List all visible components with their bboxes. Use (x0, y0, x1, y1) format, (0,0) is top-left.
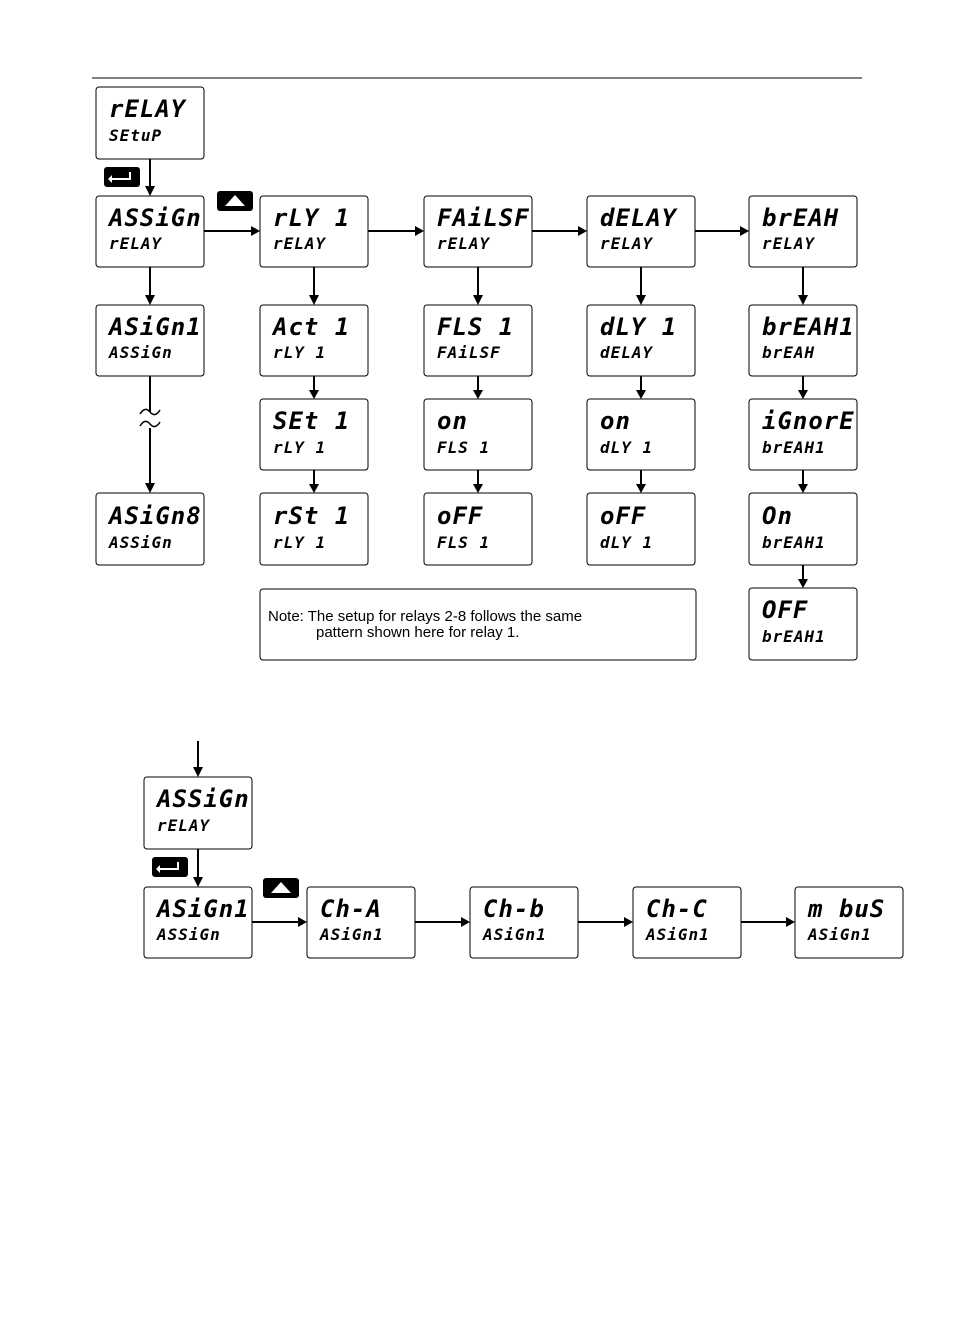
modbus-line1: m buS (808, 895, 886, 923)
relay-setup-line2: SEtuP (109, 126, 163, 145)
delay-off-box (587, 493, 695, 565)
set1-box (260, 399, 368, 470)
failsafe-on-line1: on (437, 407, 468, 435)
ignore-line1: iGnorE (762, 407, 855, 435)
line-break-icon (140, 409, 160, 426)
break-on-box (749, 493, 857, 565)
break1-line2: brEAH (762, 343, 816, 362)
break-on-line2: brEAH1 (762, 533, 826, 552)
up-key-icon (217, 191, 253, 211)
rly1-box (260, 196, 368, 267)
break-off-box (749, 588, 857, 660)
act1-line1: Act 1 (273, 313, 351, 341)
break-off-line2: brEAH1 (762, 627, 826, 646)
failsafe-line2: rELAY (437, 234, 491, 253)
delay-box (587, 196, 695, 267)
note-line1: Note: The setup for relays 2-8 follows the same (268, 608, 583, 625)
channel-a-line2: ASiGn1 (320, 925, 384, 944)
break-off-line1: OFF (762, 596, 809, 624)
set1-line2: rLY 1 (273, 438, 327, 457)
note-box (260, 589, 696, 660)
assign1-line1: ASiGn1 (109, 313, 202, 341)
channel-a-box (307, 887, 415, 958)
break-box (749, 196, 857, 267)
rst1-box (260, 493, 368, 565)
assign1-box-b (144, 887, 252, 958)
assign1-box (96, 305, 204, 376)
up-key-icon-b (263, 878, 299, 898)
assign-relay-b-line2: rELAY (157, 816, 211, 835)
assign-relay-b-line1: ASSiGn (157, 785, 250, 813)
assign1-b-line2: ASSiGn (157, 925, 221, 944)
dly1-line2: dELAY (600, 343, 654, 362)
relay-setup-box (96, 87, 204, 159)
act1-line2: rLY 1 (273, 343, 327, 362)
ignore-line2: brEAH1 (762, 438, 826, 457)
break-line2: rELAY (762, 234, 816, 253)
rly1-line2: rELAY (273, 234, 327, 253)
assign8-box (96, 493, 204, 565)
fls1-line2: FAiLSF (437, 343, 501, 362)
assign8-line1: ASiGn8 (109, 502, 202, 530)
break1-box (749, 305, 857, 376)
delay-on-line1: on (600, 407, 631, 435)
channel-c-box (633, 887, 741, 958)
modbus-line2: ASiGn1 (808, 925, 872, 944)
channel-b-box (470, 887, 578, 958)
rst1-line1: rSt 1 (273, 502, 351, 530)
delay-off-line1: oFF (600, 502, 647, 530)
ignore-box (749, 399, 857, 470)
failsafe-on-box (424, 399, 532, 470)
break1-line1: brEAH1 (762, 313, 855, 341)
assign1-line2: ASSiGn (109, 343, 173, 362)
relay-setup-line1: rELAY (109, 95, 187, 123)
assign-relay-box (96, 196, 204, 267)
rst1-line2: rLY 1 (273, 533, 327, 552)
failsafe-off-line2: FLS 1 (437, 533, 491, 552)
delay-line1: dELAY (600, 204, 678, 232)
rly1-line1: rLY 1 (273, 204, 351, 232)
channel-a-line1: Ch-A (320, 895, 382, 923)
failsafe-off-line1: oFF (437, 502, 484, 530)
dly1-line1: dLY 1 (600, 313, 678, 341)
fls1-line1: FLS 1 (437, 313, 515, 341)
modbus-box (795, 887, 903, 958)
delay-line2: rELAY (600, 234, 654, 253)
delay-on-line2: dLY 1 (600, 438, 654, 457)
assign-relay-line2: rELAY (109, 234, 163, 253)
break-line1: brEAH (762, 204, 840, 232)
delay-off-line2: dLY 1 (600, 533, 654, 552)
enter-key-icon-b (152, 857, 188, 877)
channel-c-line2: ASiGn1 (646, 925, 710, 944)
failsafe-off-box (424, 493, 532, 565)
note-line2: pattern shown here for relay 1. (316, 624, 520, 641)
failsafe-box (424, 196, 532, 267)
delay-on-box (587, 399, 695, 470)
failsafe-on-line2: FLS 1 (437, 438, 491, 457)
channel-b-line1: Ch-b (483, 895, 545, 923)
assign1-b-line1: ASiGn1 (157, 895, 250, 923)
enter-key-icon (104, 167, 140, 187)
set1-line1: SEt 1 (273, 407, 351, 435)
act1-box (260, 305, 368, 376)
dly1-box (587, 305, 695, 376)
assign-relay-line1: ASSiGn (109, 204, 202, 232)
assign8-line2: ASSiGn (109, 533, 173, 552)
break-on-line1: On (762, 502, 793, 530)
fls1-box (424, 305, 532, 376)
assign-relay-box-b (144, 777, 252, 849)
channel-c-line1: Ch-C (646, 895, 708, 923)
failsafe-line1: FAiLSF (437, 204, 530, 232)
channel-b-line2: ASiGn1 (483, 925, 547, 944)
